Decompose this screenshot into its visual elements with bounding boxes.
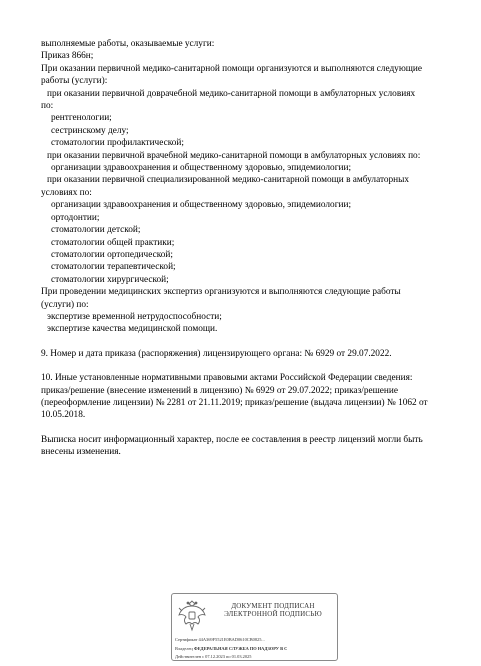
document-body [41, 38, 461, 459]
item-10-line: приказ/решение (внесение изменений в лицензию) № 6929 от 29.07.2022; приказ/решение [41, 385, 398, 396]
text-line: по: [41, 101, 54, 112]
list-item: ортодонтии; [51, 212, 100, 223]
list-item: организации здравоохранения и общественному здоровью, эпидемиологии; [51, 200, 352, 211]
item-10-line: 10. Иные установленные нормативными правовыми актами Российской Федерации сведения: [41, 373, 413, 384]
list-item: стоматологии общей практики; [51, 237, 175, 248]
list-item: стоматологии профилактической; [51, 138, 184, 149]
text-line: условиях по: [41, 187, 92, 198]
list-item: стоматологии терапевтической; [51, 262, 176, 273]
signature-stamp [171, 593, 338, 661]
text-line: Приказ 866н; [41, 51, 94, 62]
list-item: стоматологии детской; [51, 225, 141, 236]
certificate-line: Сертификат 44A369F5521E0BAD0610CB0825... [175, 637, 265, 642]
list-item: стоматологии хирургической; [51, 274, 169, 285]
text-line: работы (услуги): [41, 76, 108, 87]
note-line: внесены изменения. [41, 447, 121, 458]
text-line: при оказании первичной специализированной медико-санитарной помощи в амбулаторных [47, 175, 410, 186]
text-line: При оказании первичной медико-санитарной помощи организуются и выполняются следующие [41, 63, 423, 74]
list-item: экспертизе временной нетрудоспособности; [47, 311, 222, 322]
validity-line: Действителен с 07.12.2023 по 01.03.2025 [175, 654, 252, 660]
list-item: организации здравоохранения и общественному здоровью, эпидемиологии; [51, 163, 352, 174]
list-item: сестринскому делу; [51, 125, 129, 136]
item-10-line: 10.05.2018. [41, 410, 86, 421]
item-10-line: (переоформление лицензии) № 2281 от 21.11.2019; приказ/решение (выдача лицензии) № 1062 от [41, 397, 428, 408]
text-line: (услуги) по: [41, 299, 89, 310]
text-line: выполняемые работы, оказываемые услуги: [41, 39, 215, 49]
list-item: рентгенологии; [51, 113, 112, 124]
item-9: 9. Номер и дата приказа (распоряжения) лицензирующего органа: № 6929 от 29.07.2022. [41, 348, 392, 359]
owner-line: Владелец ФЕДЕРАЛЬНАЯ СЛУЖБА ПО НАДЗОРУ В С [175, 645, 288, 651]
text-line: при оказании первичной врачебной медико-санитарной помощи в амбулаторных условиях по: [47, 150, 421, 161]
list-item: стоматологии ортопедической; [51, 249, 173, 260]
stamp-title: ДОКУМЕНТ ПОДПИСАН ЭЛЕКТРОННОЙ ПОДПИСЬЮ [224, 602, 322, 619]
note-line: Выписка носит информационный характер, после ее составления в реестр лицензий могли быть [41, 434, 423, 445]
stamp-details [175, 636, 338, 661]
list-item: экспертизе качества медицинской помощи. [47, 324, 218, 335]
text-line: При проведении медицинских экспертиз организуются и выполняются следующие работы [41, 287, 401, 298]
coat-of-arms-icon [176, 597, 208, 633]
text-line: при оказании первичной доврачебной медико-санитарной помощи в амбулаторных условиях [47, 88, 416, 99]
